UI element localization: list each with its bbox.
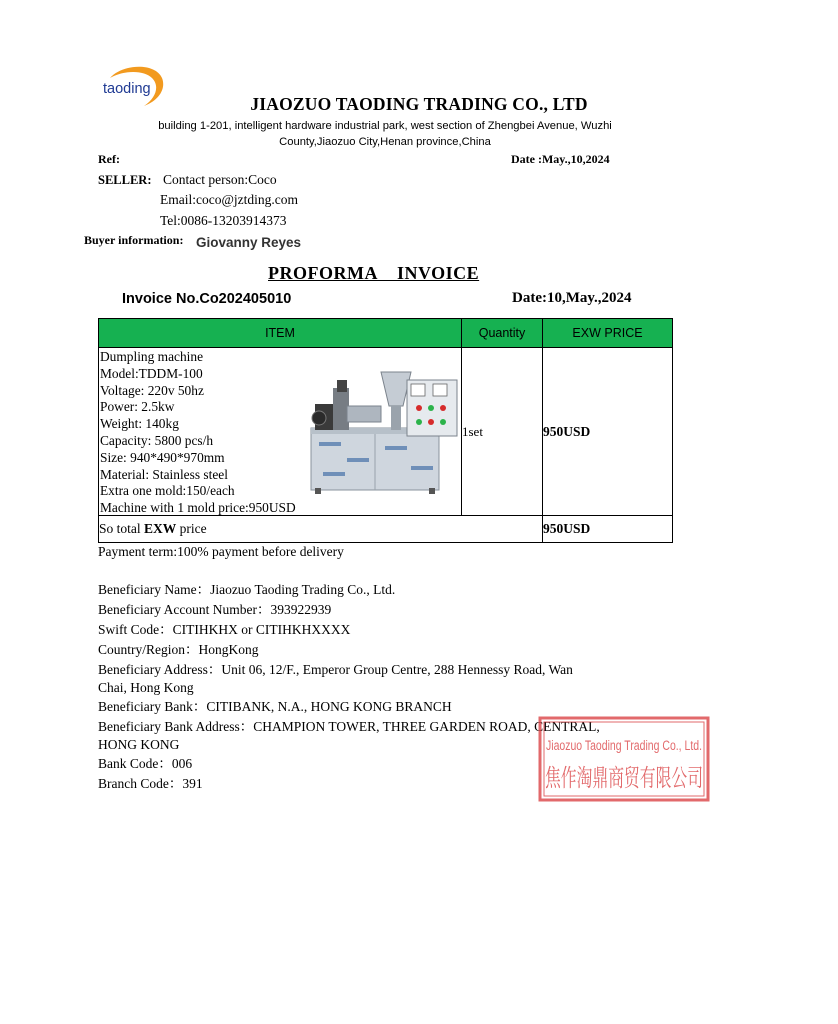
bank-swift-code: Swift Code：CITIHKHX or CITIHKHXXXX <box>98 622 351 637</box>
item-line: Power: 2.5kw <box>100 399 175 415</box>
company-address-line1: building 1-201, intelligent hardware industrial park, west section of Zhengbei Avenue, Wuzhi <box>158 120 612 132</box>
item-description <box>100 349 296 517</box>
stamp-text-chinese: 焦作淘鼎商贸有限公司 <box>545 764 703 792</box>
buyer-label: Buyer information: <box>84 233 184 247</box>
ref-label: Ref: <box>98 152 120 166</box>
bank-account-number: Beneficiary Account Number：393922939 <box>98 602 332 617</box>
item-line: Capacity: 5800 pcs/h <box>100 432 214 448</box>
item-line: Size: 940*490*970mm <box>100 449 225 465</box>
total-label-suffix: price <box>176 521 207 536</box>
item-line: Voltage: 220v 50hz <box>100 382 204 398</box>
bank-address-line1: Beneficiary Address：Unit 06, 12/F., Emperor Group Centre, 288 Hennessy Road, Wan <box>98 662 573 677</box>
payment-term: Payment term:100% payment before delivery <box>98 544 344 559</box>
table-header-row <box>99 319 673 348</box>
company-name: JIAOZUO TAODING TRADING CO., LTD <box>250 94 588 114</box>
total-label-prefix: So total <box>99 521 145 536</box>
item-line: Model:TDDM-100 <box>100 365 203 381</box>
invoice-title: PROFORMA INVOICE <box>268 263 480 283</box>
invoice-number: Invoice No.Co202405010 <box>122 291 292 307</box>
items-table <box>98 318 673 543</box>
header-item: ITEM <box>99 319 462 348</box>
item-line: Dumpling machine <box>100 349 204 364</box>
bank-bank-address-line1: Beneficiary Bank Address：CHAMPION TOWER, THREE GARDEN ROAD, CENTRAL, <box>98 719 600 734</box>
item-line: Material: Stainless steel <box>100 466 228 482</box>
total-label-bold: EXW <box>144 521 177 536</box>
header-exw-price: EXW PRICE <box>543 319 673 348</box>
bank-address-line2: Chai, Hong Kong <box>98 680 194 695</box>
item-price: 950USD <box>543 348 673 516</box>
bank-country: Country/Region：HongKong <box>98 642 259 657</box>
bank-name: Beneficiary Bank：CITIBANK, N.A., HONG KONG BRANCH <box>98 699 452 714</box>
total-value: 950USD <box>543 516 673 543</box>
header-date: Date :May.,10,2024 <box>511 152 610 166</box>
seller-email: Email:coco@jztding.com <box>160 192 299 207</box>
seller-contact: Contact person:Coco <box>163 172 277 187</box>
seller-label: SELLER: <box>98 173 152 187</box>
item-line: Weight: 140kg <box>100 416 179 432</box>
invoice-date: Date:10,May.,2024 <box>512 290 632 306</box>
header-quantity: Quantity <box>462 319 543 348</box>
bank-code: Bank Code：006 <box>98 756 193 771</box>
item-line: Machine with 1 mold price:950USD <box>100 500 296 516</box>
company-address-line2: County,Jiaozuo City,Henan province,China <box>279 136 491 148</box>
buyer-name: Giovanny Reyes <box>196 235 302 250</box>
total-label-cell <box>99 516 543 543</box>
dumpling-machine-image <box>307 366 459 496</box>
table-row <box>99 348 673 516</box>
company-stamp <box>538 716 710 802</box>
bank-beneficiary-name: Beneficiary Name：Jiaozuo Taoding Trading Co., Ltd. <box>98 582 396 597</box>
seller-tel: Tel:0086-13203914373 <box>160 213 287 228</box>
item-quantity: 1set <box>462 348 543 516</box>
total-row <box>99 516 673 543</box>
stamp-text-english: Jiaozuo Taoding Trading Co., Ltd. <box>546 738 702 753</box>
item-line: Extra one mold:150/each <box>100 483 235 499</box>
logo-text: taoding <box>103 81 151 97</box>
item-description-cell <box>99 348 462 516</box>
branch-code: Branch Code：391 <box>98 776 203 791</box>
bank-bank-address-line2: HONG KONG <box>98 737 180 752</box>
